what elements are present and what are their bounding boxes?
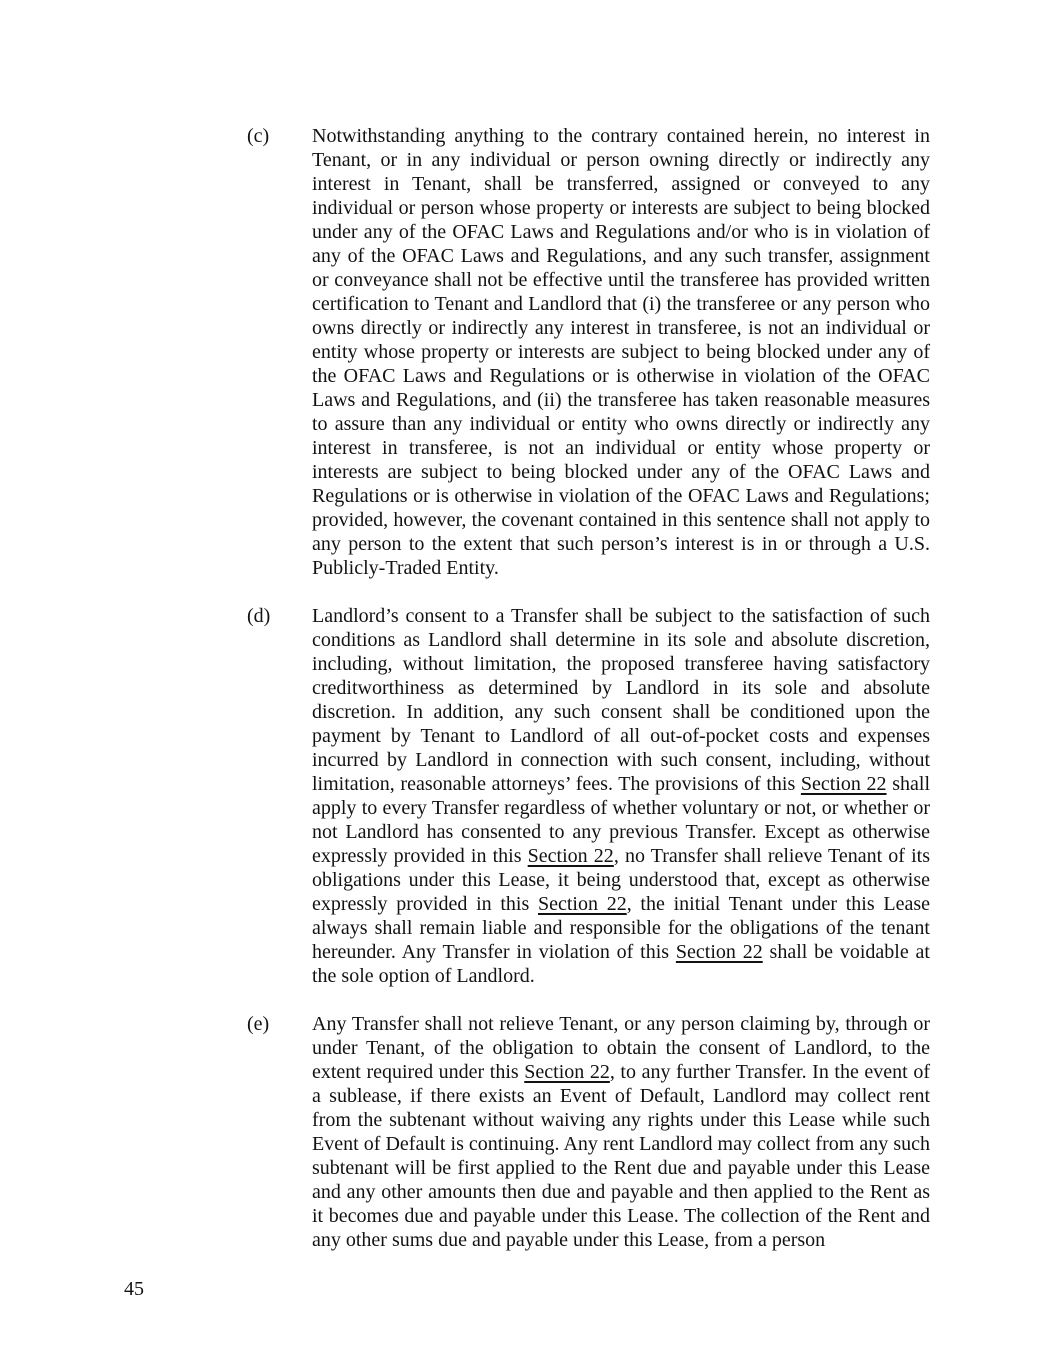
paragraph-c-label: (c) bbox=[247, 125, 270, 147]
paragraph-c bbox=[247, 124, 931, 580]
paragraph-d bbox=[247, 604, 931, 988]
section-reference: Section 22 bbox=[675, 941, 763, 963]
text-run: shall apply to every Transfer regardless of whether voluntary or not, or whether or not Landlord has consented to any previous Transfer. Except as otherwise expressly provided in this bbox=[312, 773, 930, 867]
text-run: Notwithstanding anything to the contrary contained herein, no interest in Tenant, or in any individual or person owning directly or indirectly any interest in Tenant, shall be transferred, assigned or conveyed to any individual or person whose property or interests are subject to being blocked under any of the OFAC Laws and Regulations and/or who is in violation of any of the OFAC Laws and Regulations, and any such transfer, assignment or conveyance shall not be effective until the transferee has provided written certification to Tenant and Landlord that (i) the transferee or any person who owns directly or indirectly any interest in transferee, is not an individual or entity whose property or interests are subject to being blocked under any of the OFAC Laws and Regulations or is otherwise in violation of the OFAC Laws and Regulations, and (ii) the transferee has taken reasonable measures to assure than any individual or entity who owns directly or indirectly any interest in transferee, is not an individual or entity whose property or interests are subject to being blocked under any of the OFAC Laws and Regulations or is otherwise in violation of the OFAC Laws and Regulations; provided, however, the covenant contained in this sentence shall not apply to any person to the extent that such person’s interest is in or through a U.S. Publicly-Traded Entity. bbox=[312, 125, 930, 579]
paragraph-c-body bbox=[312, 124, 930, 580]
text-run: shall be voidable at the sole option of Landlord. bbox=[312, 941, 930, 987]
text-run: Landlord’s consent to a Transfer shall be subject to the satisfaction of such conditions as Landlord shall determine in its sole and absolute discretion, including, without limitation, the proposed transferee having satisfactory creditworthiness as determined by Landlord in its sole and absolute discretion. In addition, any such consent shall be conditioned upon the payment by Tenant to Landlord of all out-of-pocket costs and expenses incurred by Landlord in connection with such consent, including, without limitation, reasonable attorneys’ fees. The provisions of this bbox=[312, 605, 930, 795]
text-run: , to any further Transfer. In the event of a sublease, if there exists an Event of Default, Landlord may collect rent from the subtenant without waiving any rights under this Lease while such Event of Default is continuing. Any rent Landlord may collect from any such subtenant will be first applied to the Rent due and payable under this Lease and any other amounts then due and payable and then applied to the Rent as it becomes due and payable under this Lease. The collection of the Rent and any other sums due and payable under this Lease, from a person bbox=[312, 1061, 930, 1251]
paragraph-e-body bbox=[312, 1012, 930, 1252]
section-reference: Section 22 bbox=[524, 1061, 610, 1083]
section-reference: Section 22 bbox=[800, 773, 887, 795]
paragraph-e bbox=[247, 1012, 931, 1252]
text-run: Any Transfer shall not relieve Tenant, or any person claiming by, through or under Tenant, of the obligation to obtain the consent of Landlord, to the extent required under this bbox=[312, 1013, 930, 1083]
section-reference: Section 22 bbox=[537, 893, 627, 915]
paragraph-e-label: (e) bbox=[247, 1013, 270, 1035]
paragraph-d-body bbox=[312, 604, 930, 988]
document-body bbox=[247, 124, 931, 1276]
paragraph-d-label: (d) bbox=[247, 605, 271, 627]
text-run: , the initial Tenant under this Lease always shall remain liable and responsible for the obligations of the tenant hereunder. Any Transfer in violation of this bbox=[312, 893, 930, 963]
page-number: 45 bbox=[124, 1278, 144, 1300]
text-run: , no Transfer shall relieve Tenant of its obligations under this Lease, it being understood that, except as otherwise expressly provided in this bbox=[312, 845, 930, 915]
section-reference: Section 22 bbox=[527, 845, 614, 867]
